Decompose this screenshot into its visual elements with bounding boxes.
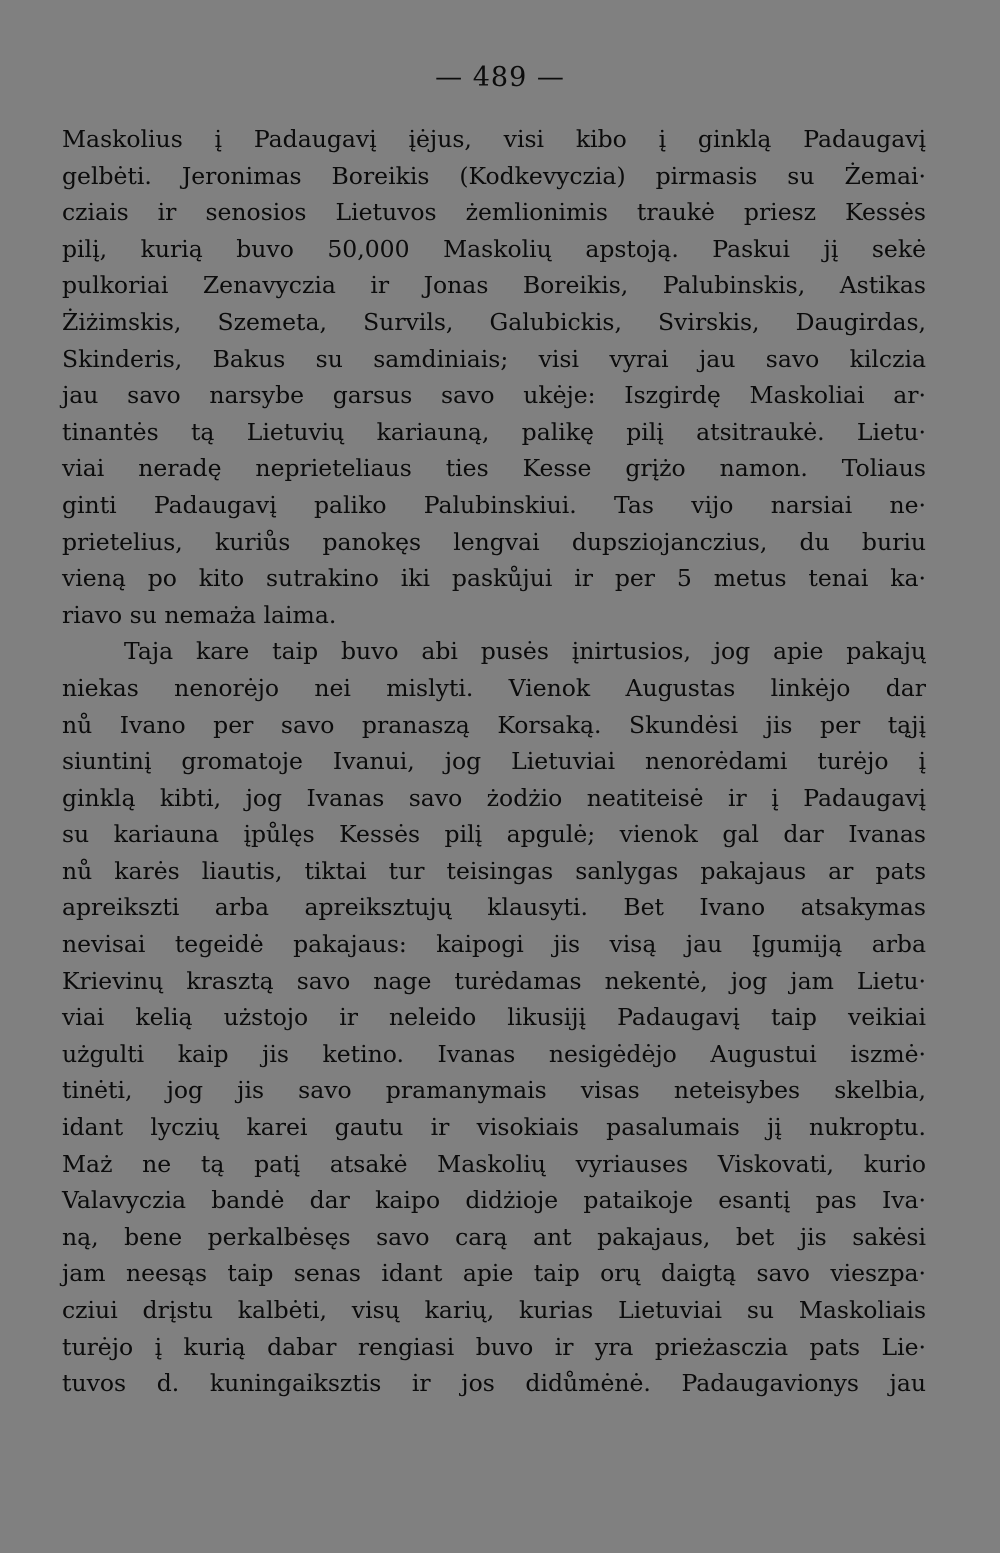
text-line: prietelius, kuriůs panokęs lengvai dupsziojanczius, du buriu <box>62 527 926 556</box>
text-line: idant lyczių karei gautu ir visokiais pasalumais jį nukroptu. <box>62 1113 926 1142</box>
text-line: Skinderis, Bakus su samdiniais; visi vyrai jau savo kilczia <box>62 344 926 373</box>
text-line: Maskolius į Padaugavį įėjus, visi kibo į ginklą Padaugavį <box>62 125 926 153</box>
text-line: Maż ne tą patį atsakė Maskolių vyriauses Viskovati, kurio <box>62 1149 926 1178</box>
text-line: nů Ivano per savo pranaszą Korsaką. Skundėsi jis per tąjį <box>62 710 926 739</box>
text-line: tuvos d. kuningaiksztis ir jos didůmėnė. Padaugavionys jau <box>62 1369 926 1398</box>
text-line: apreikszti arba apreiksztujų klausyti. Bet Ivano atsakymas <box>62 893 926 922</box>
text-line: siuntinį gromatoje Ivanui, jog Lietuviai nenorėdami turėjo į <box>62 747 926 776</box>
text-line: vieną po kito sutrakino iki paskůjui ir per 5 metus tenai ka· <box>62 564 926 593</box>
text-line: Valavyczia bandė dar kaipo didżioje pataikoje esantį pas Iva· <box>62 1186 926 1215</box>
text-line: viai kelią użstojo ir neleido likusijį Padaugavį taip veikiai <box>62 1003 926 1032</box>
body-text <box>62 121 926 1402</box>
text-line: pilį, kurią buvo 50,000 Maskolių apstoją. Paskui jį sekė <box>62 234 926 263</box>
text-line: riavo su nemaża laima. <box>62 600 337 629</box>
text-line: użgulti kaip jis ketino. Ivanas nesigėdėjo Augustui iszmė· <box>62 1039 926 1068</box>
text-line: viai neradę neprieteliaus ties Kesse grįżo namon. Toliaus <box>62 454 926 483</box>
text-line: ginti Padaugavį paliko Palubinskiui. Tas vijo narsiai ne· <box>62 490 926 519</box>
text-line: Taja kare taip buvo abi pusės įnirtusios, jog apie pakajų <box>124 637 926 666</box>
text-line: jau savo narsybe garsus savo ukėje: Iszgirdę Maskoliai ar· <box>62 381 926 410</box>
text-line: tinėti, jog jis savo pramanymais visas neteisybes skelbia, <box>62 1076 926 1105</box>
text-line: su kariauna įpůlęs Kessės pilį apgulė; vienok gal dar Ivanas <box>62 820 926 849</box>
text-line: nevisai tegeidė pakajaus: kaipogi jis visą jau Įgumiją arba <box>62 930 926 959</box>
text-line: ginklą kibti, jog Ivanas savo żodżio neatiteisė ir į Padaugavį <box>62 783 926 812</box>
text-line: nů karės liautis, tiktai tur teisingas sanlygas pakajaus ar pats <box>62 856 926 885</box>
text-line: turėjo į kurią dabar rengiasi buvo ir yra prieżasczia pats Lie· <box>62 1332 926 1361</box>
text-line: cziais ir senosios Lietuvos żemlionimis traukė priesz Kessės <box>62 198 926 227</box>
text-line: tinantės tą Lietuvių kariauną, palikę pilį atsitraukė. Lietu· <box>62 417 926 446</box>
text-line: ną, bene perkalbėsęs savo carą ant pakajaus, bet jis sakėsi <box>62 1222 926 1251</box>
text-line: cziui drįstu kalbėti, visų karių, kurias Lietuviai su Maskoliais <box>62 1296 926 1324</box>
page-number: — 489 — <box>435 62 565 93</box>
text-line: Krievinų krasztą savo nage turėdamas nekentė, jog jam Lietu· <box>62 966 926 995</box>
text-line: jam neesąs taip senas idant apie taip orų daigtą savo vieszpa· <box>62 1259 926 1288</box>
text-line: Żiżimskis, Szemeta, Survils, Galubickis, Svirskis, Daugirdas, <box>62 307 926 336</box>
text-line: niekas nenorėjo nei mislyti. Vienok Augustas linkėjo dar <box>62 673 926 702</box>
text-line: gelbėti. Jeronimas Boreikis (Kodkevyczia) pirmasis su Żemai· <box>62 161 926 190</box>
text-line: pulkoriai Zenavyczia ir Jonas Boreikis, Palubinskis, Astikas <box>62 271 926 300</box>
